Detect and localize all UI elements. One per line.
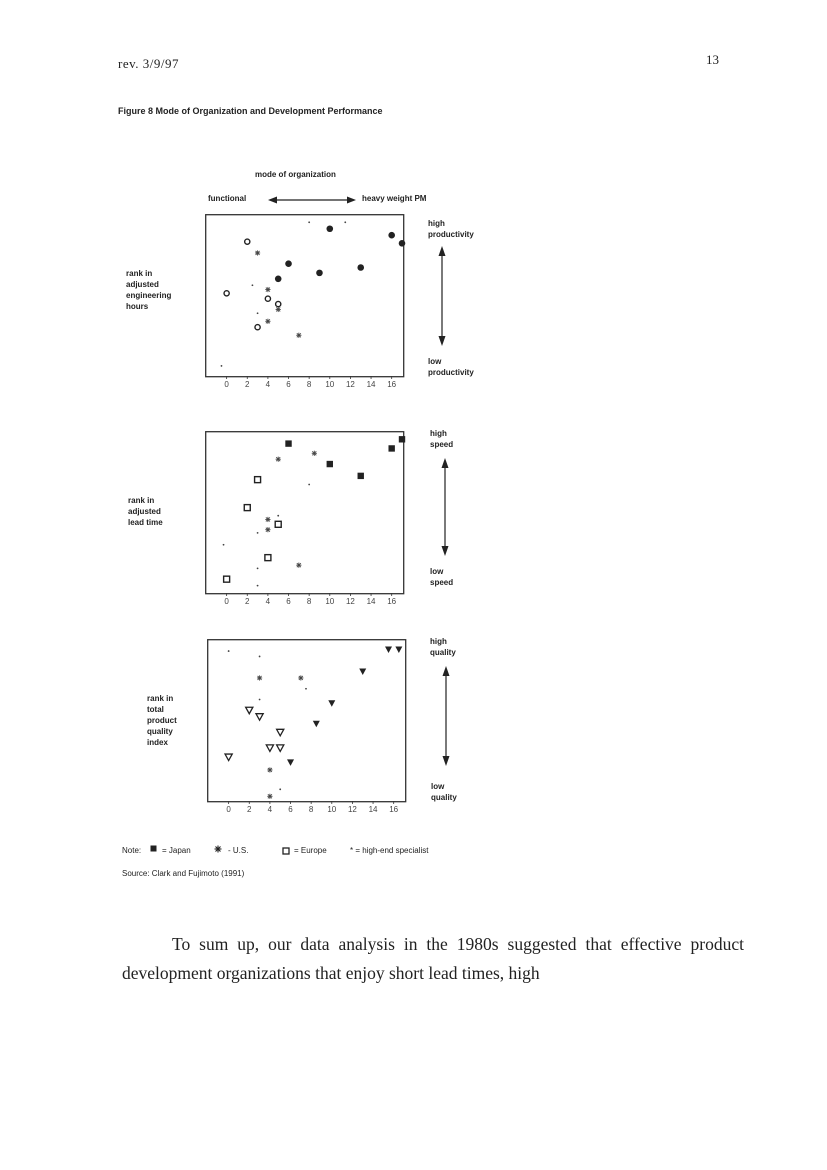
x-tick-label: 4	[265, 597, 271, 606]
page-number: 13	[706, 52, 719, 67]
us-point	[276, 307, 281, 312]
note-specialist: * = high-end specialist	[350, 846, 429, 855]
europe-point	[276, 301, 281, 306]
note-japan: = Japan	[162, 846, 191, 855]
specialist-point	[221, 365, 223, 367]
specialist-point	[344, 221, 346, 223]
europe-point	[244, 505, 250, 511]
us-point	[298, 675, 303, 680]
chart-engineering-hours	[205, 214, 411, 392]
functional-label: functional	[208, 194, 247, 203]
x-tick-label: 14	[366, 380, 376, 389]
japan-marker-icon	[150, 845, 157, 854]
japan-point	[399, 240, 406, 247]
chart2-y-axis-label: rank in adjusted lead time	[128, 496, 163, 527]
vertical-double-arrow-icon	[440, 666, 452, 766]
x-tick-label: 6	[288, 805, 293, 814]
japan-point	[287, 759, 294, 766]
note-prefix: Note:	[122, 846, 142, 855]
us-point	[296, 333, 301, 338]
chart1-y-axis-label: rank in adjusted engineering hours	[126, 269, 172, 311]
plot-frame	[208, 640, 406, 802]
japan-point	[326, 225, 333, 232]
japan-point	[399, 436, 405, 442]
x-tick-label: 4	[265, 380, 271, 389]
us-marker-icon	[214, 845, 222, 855]
x-tick-label: 6	[286, 597, 291, 606]
europe-point	[277, 745, 284, 752]
chart1-top-label: high productivity	[428, 219, 474, 239]
us-point	[255, 250, 260, 255]
body-paragraph	[122, 930, 744, 988]
x-tick-label: 4	[267, 805, 273, 814]
europe-point	[275, 521, 281, 527]
japan-point	[313, 721, 320, 728]
us-point	[296, 563, 301, 568]
x-tick-label: 14	[366, 597, 376, 606]
specialist-point	[257, 532, 259, 534]
x-tick-label: 14	[368, 805, 378, 814]
x-tick-label: 10	[325, 597, 335, 606]
specialist-point	[308, 484, 310, 486]
chart-lead-time	[205, 431, 411, 609]
heavy-weight-pm-label: heavy weight PM	[362, 194, 427, 203]
body-paragraph-text: To sum up, our data analysis in the 1980s suggested that effective product development organizations that enjoy short lead times, high	[122, 934, 744, 983]
specialist-point	[223, 544, 225, 546]
europe-point	[265, 296, 270, 301]
specialist-point	[308, 221, 310, 223]
x-tick-label: 0	[224, 380, 229, 389]
specialist-point	[279, 788, 281, 790]
chart3-bottom-label: low quality	[431, 782, 457, 802]
specialist-point	[259, 699, 261, 701]
vertical-double-arrow-icon	[439, 458, 451, 556]
figure-source: Source: Clark and Fujimoto (1991)	[122, 869, 245, 878]
x-tick-label: 2	[245, 597, 250, 606]
x-tick-label: 8	[306, 597, 312, 606]
europe-point	[266, 745, 273, 752]
figure-title: Figure 8 Mode of Organization and Development Performance	[118, 106, 383, 116]
europe-point	[255, 325, 260, 330]
chart-product-quality	[207, 639, 411, 817]
europe-point	[255, 477, 261, 483]
us-point	[267, 767, 272, 772]
specialist-point	[257, 585, 259, 587]
us-point	[267, 794, 272, 799]
specialist-point	[228, 650, 230, 652]
x-tick-label: 12	[347, 805, 357, 814]
japan-point	[285, 260, 292, 267]
x-tick-label: 2	[247, 805, 252, 814]
us-point	[276, 457, 281, 462]
us-point	[257, 675, 262, 680]
us-point	[265, 287, 270, 292]
europe-point	[246, 707, 253, 714]
europe-point	[245, 239, 250, 244]
plot-frame	[206, 215, 404, 377]
japan-point	[327, 461, 333, 467]
x-tick-label: 0	[226, 805, 231, 814]
europe-point	[277, 729, 284, 736]
plot-frame	[206, 432, 404, 594]
europe-point	[224, 576, 230, 582]
europe-point	[256, 714, 263, 721]
x-tick-label: 2	[245, 380, 250, 389]
x-tick-label: 6	[286, 380, 291, 389]
specialist-point	[252, 284, 254, 286]
europe-point	[224, 291, 229, 296]
chart3-y-axis-label: rank in total product quality index	[147, 694, 177, 747]
vertical-double-arrow-icon	[436, 246, 448, 346]
japan-point	[357, 264, 364, 271]
japan-point	[385, 646, 392, 653]
x-tick-label: 12	[345, 597, 355, 606]
revision-date: rev. 3/9/97	[118, 56, 179, 71]
chart3-top-label: high quality	[430, 637, 456, 657]
specialist-point	[305, 688, 307, 690]
us-point	[265, 517, 270, 522]
specialist-point	[257, 568, 259, 570]
japan-point	[395, 646, 402, 653]
chart2-top-label: high speed	[430, 429, 454, 449]
x-tick-label: 16	[387, 597, 397, 606]
japan-point	[316, 270, 323, 277]
specialist-point	[257, 312, 259, 314]
x-tick-label: 8	[306, 380, 312, 389]
europe-point	[225, 754, 232, 761]
us-point	[265, 319, 270, 324]
x-tick-label: 10	[327, 805, 337, 814]
x-tick-label: 0	[224, 597, 229, 606]
x-tick-label: 16	[387, 380, 397, 389]
mode-of-organization-label: mode of organization	[255, 170, 336, 179]
japan-point	[388, 232, 395, 239]
japan-point	[328, 700, 335, 707]
us-point	[265, 527, 270, 532]
note-us: - U.S.	[228, 846, 249, 855]
japan-point	[358, 473, 364, 479]
x-tick-label: 8	[308, 805, 314, 814]
x-tick-label: 16	[389, 805, 399, 814]
note-europe: = Europe	[294, 846, 327, 855]
europe-marker-icon	[282, 847, 290, 857]
x-tick-label: 10	[325, 380, 335, 389]
japan-point	[285, 440, 291, 446]
x-tick-label: 12	[345, 380, 355, 389]
japan-point	[359, 669, 366, 676]
specialist-point	[277, 515, 279, 517]
europe-point	[265, 555, 271, 561]
chart1-bottom-label: low productivity	[428, 357, 474, 377]
us-point	[312, 451, 317, 456]
japan-point	[275, 275, 282, 282]
specialist-point	[259, 656, 261, 658]
double-arrow-icon	[268, 193, 356, 207]
chart2-bottom-label: low speed	[430, 567, 454, 587]
japan-point	[388, 445, 394, 451]
